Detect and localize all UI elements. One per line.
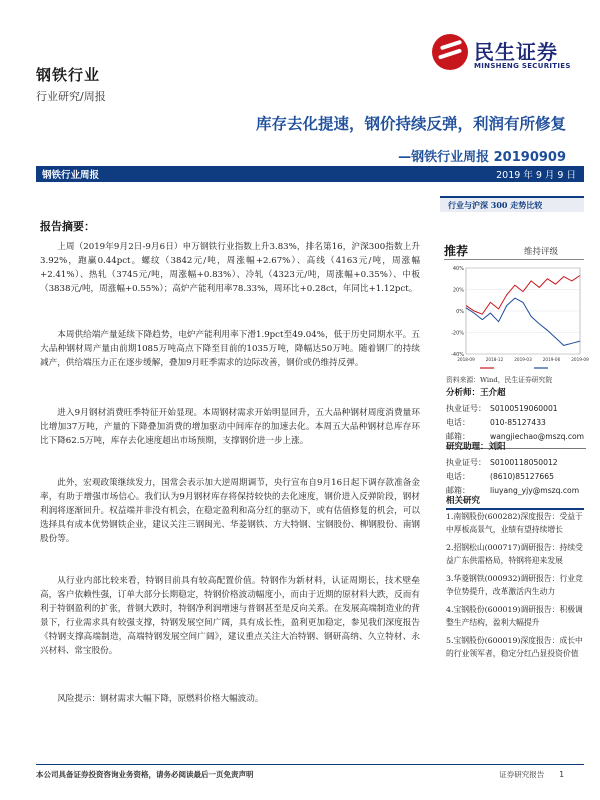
- related-research-item[interactable]: 4.宝钢股份(600019)调研报告：积极调整生产结构，盈利大幅提升: [446, 605, 583, 627]
- chart-header-label: 行业与沪深 300 走势比较: [448, 200, 543, 210]
- x-tick-label: 2019-03: [514, 357, 532, 362]
- analyst-row: [446, 470, 586, 484]
- related-research-item[interactable]: 3.华菱钢铁(000932)调研报告：行业竞争位势提升，改革激活内生动力: [446, 574, 583, 596]
- summary-paragraph: 本周供给端产量延续下降趋势，电炉产能利用率下滑1.9pct至49.04%，低于历史同期水平。五大品种钢材周产量由前期1085万吨高点下降至目前的1035万吨，降幅达50万吨。随着钢厂的持续减产，供给端压力正在逐步缓解，叠加9月旺季需求的边际改善，钢价或仍维持反弹。: [40, 330, 420, 368]
- analyst-email[interactable]: liuyang_yjy@mszq.com: [490, 486, 580, 495]
- summary-paragraph: 进入9月钢材消费旺季特征开始显现。本周钢材需求开始明显回升，五大品种钢材周度消费量环比增加37万吨，产量的下降叠加消费的增加驱动中间库存的加速去化。本周五大品种钢材总库存环比下降62.5万吨，库存去化速度超出市场预期，支撑钢价进一步上涨。: [40, 408, 420, 446]
- chart-header: [440, 196, 584, 212]
- footer-page: 证券研究报告 1: [499, 770, 564, 779]
- y-tick-label: -20%: [451, 330, 464, 337]
- logo-mark-icon: [432, 34, 468, 70]
- analyst-row: [446, 456, 586, 470]
- x-tick-label: 2018-09: [457, 357, 475, 362]
- x-tick-label: 2019-06: [542, 357, 561, 362]
- analyst-name: 研究助理：刘阳: [446, 442, 506, 452]
- summary-heading: 报告摘要：: [40, 220, 95, 233]
- series-line-1: [466, 298, 580, 345]
- analyst-key: 邮箱：: [446, 432, 470, 441]
- analyst-name: 分析师：王介超: [446, 388, 506, 398]
- analyst-value: 010-85127433: [490, 418, 546, 427]
- risk-warning: 风险提示：钢材需求大幅下降，原燃料价格大幅波动。: [57, 694, 264, 704]
- report-title: 库存去化提速，钢价持续反弹，利润有所修复: [255, 115, 566, 133]
- x-tick-label: 2018-12: [485, 357, 504, 362]
- related-research-item[interactable]: 2.招钢松山(000717)调研报告：持续受益广东供需格局，特钢将迎来发展: [446, 543, 583, 565]
- series-line-0: [466, 276, 580, 315]
- title-band: [36, 166, 584, 182]
- analyst-key: 执业证号：: [446, 458, 486, 467]
- analyst-key: 电话：: [446, 472, 470, 481]
- chart-source: 资料来源：Wind，民生证券研究院: [446, 376, 553, 384]
- rating-label: 推荐: [444, 244, 469, 258]
- summary-paragraph: 上周（2019年9月2日-9月6日）申万钢铁行业指数上升3.83%，排名第16，沪深300指数上升3.92%，跑赢0.44pct。螺纹（3842元/吨，周涨幅+2.67%）、高线（4163元/吨，周涨幅+2.41%）、热轧（3745元/吨，周涨幅+0.83%）、冷轧（4323元/吨，周涨幅+0.35%）、中板（3838元/吨，周涨幅+0.55%）；高炉产能利用率78.33%，周环比+0.28ct，年同比+1.12pct。: [40, 242, 420, 294]
- y-tick-label: 40%: [452, 266, 464, 272]
- analyst-value: S0100519060001: [490, 404, 558, 413]
- related-research-item[interactable]: 1.南钢股份(600282)深度报告：受益于中厚板高景气，业绩有望持续增长: [446, 512, 583, 534]
- sector-title: 钢铁行业: [36, 66, 101, 84]
- analyst-key: 执业证号：: [446, 404, 486, 413]
- related-research-header: 相关研究: [446, 494, 584, 510]
- related-research-item[interactable]: 5.宝钢股份(600019)深度报告：成长中的行业领军者，稳定分红凸显投资价值: [446, 636, 583, 658]
- logo-cn: 民生证券: [474, 40, 558, 64]
- analyst-row: [446, 416, 586, 430]
- x-tick-label: 2019-09: [571, 357, 589, 362]
- analyst-email[interactable]: wangjiechao@mszq.com: [490, 432, 585, 441]
- industry-vs-hs300-chart: [444, 262, 589, 372]
- analyst-block: [446, 440, 586, 498]
- footer-divider: [36, 764, 584, 765]
- related-research-list: [446, 510, 586, 665]
- analyst-row: [446, 402, 586, 416]
- report-category: 行业研究/周报: [36, 90, 106, 103]
- analyst-key: 电话：: [446, 418, 470, 427]
- y-tick-label: 0%: [456, 309, 464, 315]
- analyst-value: S0100118050012: [490, 458, 558, 467]
- report-sector-block: [36, 64, 106, 104]
- analyst-key: 邮箱：: [446, 486, 470, 495]
- band-date: 2019 年 9 月 9 日: [496, 170, 576, 181]
- footer-disclaimer: 本公司具备证券投资咨询业务资格，请务必阅读最后一页免责声明: [36, 770, 254, 779]
- summary-paragraph: 此外，宏观政策继续发力，国常会表示加大逆周期调节，央行宣布自9月16日起下调存款准备金率，有助于增强市场信心。我们认为9月钢材库存将保持较快的去化速度，钢价进入反弹阶段，钢材利润将逐渐回升。权益端并非没有机会，在稳定盈利和高分红的驱动下，或有估值修复的机会，可以选择具有成本优势钢铁企业，建议关注三钢闽光、华菱钢铁、方大特钢、宝钢股份、柳钢股份、南钢股份等。: [40, 478, 420, 544]
- summary-paragraph: 从行业内部比较来看，特钢目前具有较高配置价值。特钢作为新材料，认证周期长，技术壁垒高，客户依赖性强，订单大部分长期稳定，特钢价格波动幅度小，而由于近期的原材料大跌，反而有利于特钢盈利的扩张，普钢大跌时，特钢净利润增速与普钢甚至是反向关系。在发展高端制造业的背景下，行业需求具有较强支撑，特钢发展空间广阔，具有成长性，盈利更加稳定，参见我们深度报告《特钢支撑高端制造，高端特钢发展空间广阔》，建议重点关注大冶特钢、钢研高纳、久立特材、永兴材料、常宝股份。: [40, 576, 420, 656]
- rating-row: [444, 242, 584, 260]
- report-subtitle: —钢铁行业周报 20190909: [398, 150, 566, 165]
- rating-value: 维持评级: [524, 247, 559, 257]
- y-tick-label: -40%: [451, 352, 464, 358]
- y-tick-label: 20%: [452, 287, 464, 294]
- minsheng-logo: [432, 34, 582, 80]
- band-report-type: 钢铁行业周报: [42, 170, 100, 181]
- analyst-value: (8610)85127665: [490, 472, 554, 481]
- logo-en: MINSHENG SECURITIES: [474, 62, 571, 70]
